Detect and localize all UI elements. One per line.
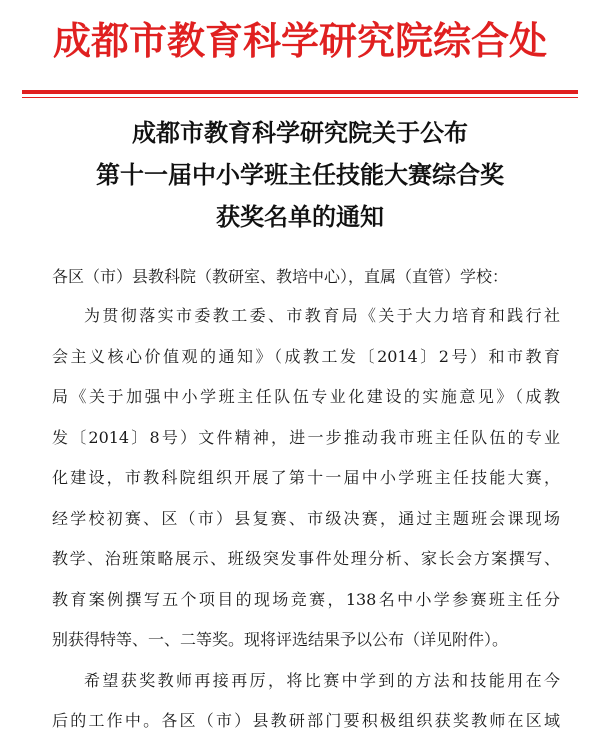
paragraph-1	[52, 296, 560, 661]
paragraph-line: 发〔2014〕8号）文件精神，进一步推动我市班主任队伍的专业	[52, 427, 560, 447]
notice-title	[0, 112, 600, 238]
paragraph-line: 化建设，市教科院组织开展了第十一届中小学班主任技能大赛，	[52, 468, 560, 487]
paragraph-line: 教学、治班策略展示、班级突发事件处理分析、家长会方案撰写、	[52, 549, 560, 568]
paragraph-line: 教育案例撰写五个项目的现场竞赛，138名中小学参赛班主任分	[52, 589, 560, 609]
paragraph-2	[52, 661, 560, 742]
paragraph-line: 会主义核心价值观的通知》（成教工发〔2014〕2号）和市教育	[52, 346, 560, 366]
paragraph-line: 为贯彻落实市委教工委、市教育局《关于大力培育和践行社	[84, 306, 560, 325]
title-line-1: 成都市教育科学研究院关于公布	[132, 118, 468, 147]
paragraph-line: 别获得特等、一、二等奖。现将评选结果予以公布（详见附件）。	[52, 630, 509, 649]
paragraph-line: 局《关于加强中小学班主任队伍专业化建设的实施意见》（成教	[52, 387, 560, 406]
title-line-3: 获奖名单的通知	[216, 202, 384, 231]
title-line-2: 第十一届中小学班主任技能大赛综合奖	[96, 160, 504, 189]
paragraph-line: 希望获奖教师再接再厉，将比赛中学到的方法和技能用在今	[84, 670, 560, 690]
paragraph-line: 经学校初赛、区（市）县复赛、市级决赛，通过主题班会课现场	[52, 508, 560, 528]
paragraph-line: 后的工作中。各区（市）县教研部门要积极组织获奖教师在区域	[52, 711, 560, 730]
org-letterhead: 成都市教育科学研究院综合处	[52, 18, 547, 63]
letterhead-divider-thin	[22, 97, 578, 98]
salutation: 各区（市）县教科院（教研室、教培中心），直属（直管）学校：	[52, 267, 509, 286]
notice-body	[52, 258, 560, 742]
letterhead-divider-thick	[22, 90, 578, 94]
